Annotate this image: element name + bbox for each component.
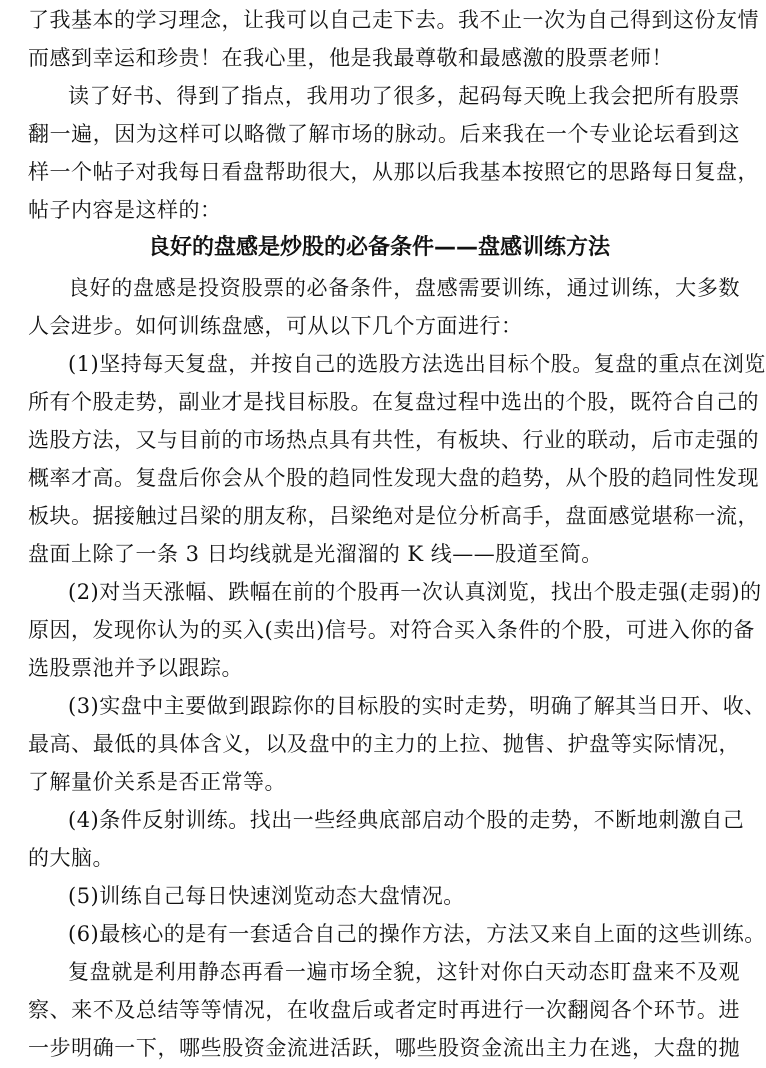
list-item-5: (5)训练自己每日快速浏览动态大盘情况。 — [68, 884, 465, 908]
text-line: 翻一遍，因为这样可以略微了解市场的脉动。后来我在一个专业论坛看到这 — [28, 122, 740, 146]
list-item-3-first-line: (3)实盘中主要做到跟踪你的目标股的实时走势，明确了解其当日开、收、 — [68, 694, 766, 718]
section-title: 良好的盘感是炒股的必备条件——盘感训练方法 — [147, 235, 610, 260]
text-line: 一步明确一下，哪些股资金流进活跃，哪些股资金流出主力在逃，大盘的抛 — [28, 1036, 740, 1060]
text-line: 概率才高。复盘后你会从个股的趋同性发现大盘的趋势，从个股的趋同性发现 — [28, 466, 759, 490]
list-item-1-first-line: (1)坚持每天复盘，并按自己的选股方法选出目标个股。复盘的重点在浏览 — [68, 352, 766, 376]
list-item-2-first-line: (2)对当天涨幅、跌幅在前的个股再一次认真浏览，找出个股走强(走弱)的 — [68, 580, 762, 604]
text-line: 原因，发现你认为的买入(卖出)信号。对符合买入条件的个股，可进入你的备 — [28, 618, 755, 642]
paragraph-first-line: 复盘就是利用静态再看一遍市场全貌，这针对你白天动态盯盘来不及观 — [68, 960, 740, 984]
text-line: 盘面上除了一条 3 日均线就是光溜溜的 K 线——股道至简。 — [28, 542, 603, 566]
paragraph-first-line: 良好的盘感是投资股票的必备条件，盘感需要训练，通过训练，大多数 — [68, 276, 740, 300]
text-line: 最高、最低的具体含义，以及盘中的主力的上拉、抛售、护盘等实际情况， — [28, 732, 740, 756]
text-line: 选股票池并予以跟踪。 — [28, 656, 243, 680]
text-line: 了我基本的学习理念，让我可以自己走下去。我不止一次为自己得到这份友情 — [28, 8, 759, 32]
text-line: 帖子内容是这样的： — [28, 198, 222, 222]
text-line: 了解量价关系是否正常等。 — [28, 770, 286, 794]
text-line: 样一个帖子对我每日看盘帮助很大，从那以后我基本按照它的思路每日复盘， — [28, 160, 759, 184]
text-line: 而感到幸运和珍贵！在我心里，他是我最尊敬和最感激的股票老师！ — [28, 46, 673, 70]
text-line: 板块。据接触过吕梁的朋友称，吕梁绝对是位分析高手，盘面感觉堪称一流， — [28, 504, 759, 528]
paragraph-first-line: 读了好书、得到了指点，我用功了很多，起码每天晚上我会把所有股票 — [68, 84, 740, 108]
text-line: 选股方法，又与目前的市场热点具有共性，有板块、行业的联动，后市走强的 — [28, 428, 759, 452]
list-item-6: (6)最核心的是有一套适合自己的操作方法，方法又来自上面的这些训练。 — [68, 922, 766, 946]
text-line: 所有个股走势，副业才是找目标股。在复盘过程中选出的个股，既符合自己的 — [28, 390, 759, 414]
text-line: 察、来不及总结等等情况，在收盘后或者定时再进行一次翻阅各个环节。进 — [28, 998, 740, 1022]
text-line: 的大脑。 — [28, 846, 114, 870]
text-line: 人会进步。如何训练盘感，可从以下几个方面进行： — [28, 314, 523, 338]
list-item-4-first-line: (4)条件反射训练。找出一些经典底部启动个股的走势，不断地刺激自己 — [68, 808, 745, 832]
